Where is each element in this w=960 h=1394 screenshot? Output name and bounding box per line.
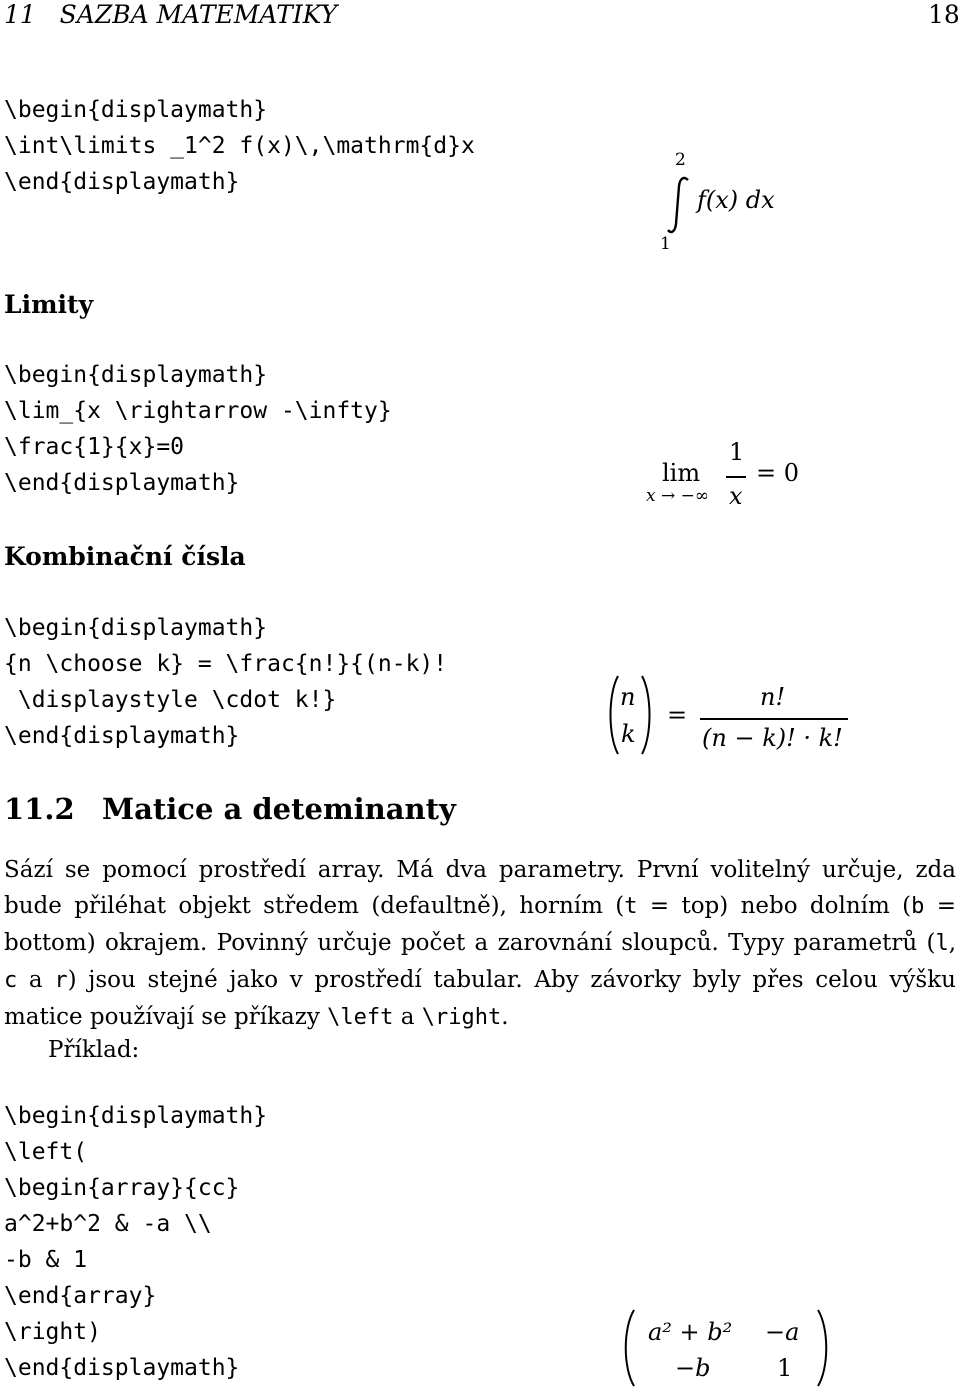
integral-sign: [664, 176, 694, 234]
binomial-equals: =: [667, 701, 688, 729]
matrix-right-paren: [816, 1308, 832, 1388]
fraction-numerator: 1: [729, 438, 745, 466]
code-line: \displaystyle \cdot k!}: [4, 687, 337, 713]
binomial-bottom: k: [621, 720, 636, 748]
lim-subscript: x → −∞: [646, 486, 710, 506]
running-header: 11 SAZBA MATEMATIKY: [4, 0, 338, 29]
code-line: \begin{array}{cc}: [4, 1175, 240, 1201]
right-paren: [640, 674, 654, 756]
integrand: f(x) dx: [697, 186, 775, 214]
lim-operator: lim: [662, 459, 701, 487]
section-number: 11.2: [4, 792, 75, 826]
matrix-r2c1: −b: [675, 1354, 711, 1382]
binomial-denominator: (n − k)! · k!: [702, 724, 843, 752]
integral-lower-limit: 1: [660, 234, 671, 254]
integral-upper-limit: 2: [675, 150, 686, 170]
example-label: Příklad:: [48, 1037, 140, 1063]
matrix-left-paren: [620, 1308, 636, 1388]
fraction-denominator: x: [729, 482, 743, 510]
code-line: \end{array}: [4, 1283, 157, 1309]
code-line: \left(: [4, 1139, 88, 1165]
code-line: \lim_{x \rightarrow -\infty}: [4, 398, 392, 424]
limit-rhs: = 0: [756, 459, 800, 487]
matrix-r2c2: 1: [777, 1354, 793, 1382]
code-line: \int\limits _1^2 f(x)\,\mathrm{d}x: [4, 133, 475, 159]
code-line: {n \choose k} = \frac{n!}{(n-k)!: [4, 651, 448, 677]
code-line: \begin{displaymath}: [4, 97, 268, 123]
code-line: \end{displaymath}: [4, 723, 240, 749]
matrix-r1c1: a² + b²: [648, 1318, 733, 1346]
code-line: \begin{displaymath}: [4, 615, 268, 641]
code-line: \end{displaymath}: [4, 1355, 240, 1381]
heading-limity: Limity: [4, 290, 94, 319]
code-line: \end{displaymath}: [4, 470, 240, 496]
page-number: 18: [928, 0, 960, 29]
section-title: Matice a deteminanty: [102, 792, 456, 826]
section-paragraph: Sází se pomocí prostředí array. Má dva parametry. První volitelný určuje, zda bude přiléhat objekt středem (defaultně), horním (t = top) nebo dolním (b = bottom) okrajem. Povinný určuje počet a zarovnání sloupců. Typy parametrů (l, c a r) jsou stejné jako v prostředí tabular. Aby závorky byly přes celou výšku matice používají se příkazy \left a \right.: [4, 857, 956, 1030]
code-line: \end{displaymath}: [4, 169, 240, 195]
code-line: -b & 1: [4, 1247, 88, 1273]
code-line: \right): [4, 1319, 101, 1345]
code-line: \begin{displaymath}: [4, 362, 268, 388]
matrix-r1c2: −a: [765, 1318, 800, 1346]
binomial-top: n: [620, 683, 636, 711]
binomial-fraction-bar: [700, 718, 848, 720]
code-line: \frac{1}{x}=0: [4, 434, 185, 460]
code-line: \begin{displaymath}: [4, 1103, 268, 1129]
code-line: a^2+b^2 & -a \\: [4, 1211, 212, 1237]
binomial-numerator: n!: [760, 683, 786, 711]
heading-kombinacni-cisla: Kombinační čísla: [4, 542, 246, 571]
left-paren: [606, 674, 620, 756]
fraction-bar: [726, 476, 746, 478]
